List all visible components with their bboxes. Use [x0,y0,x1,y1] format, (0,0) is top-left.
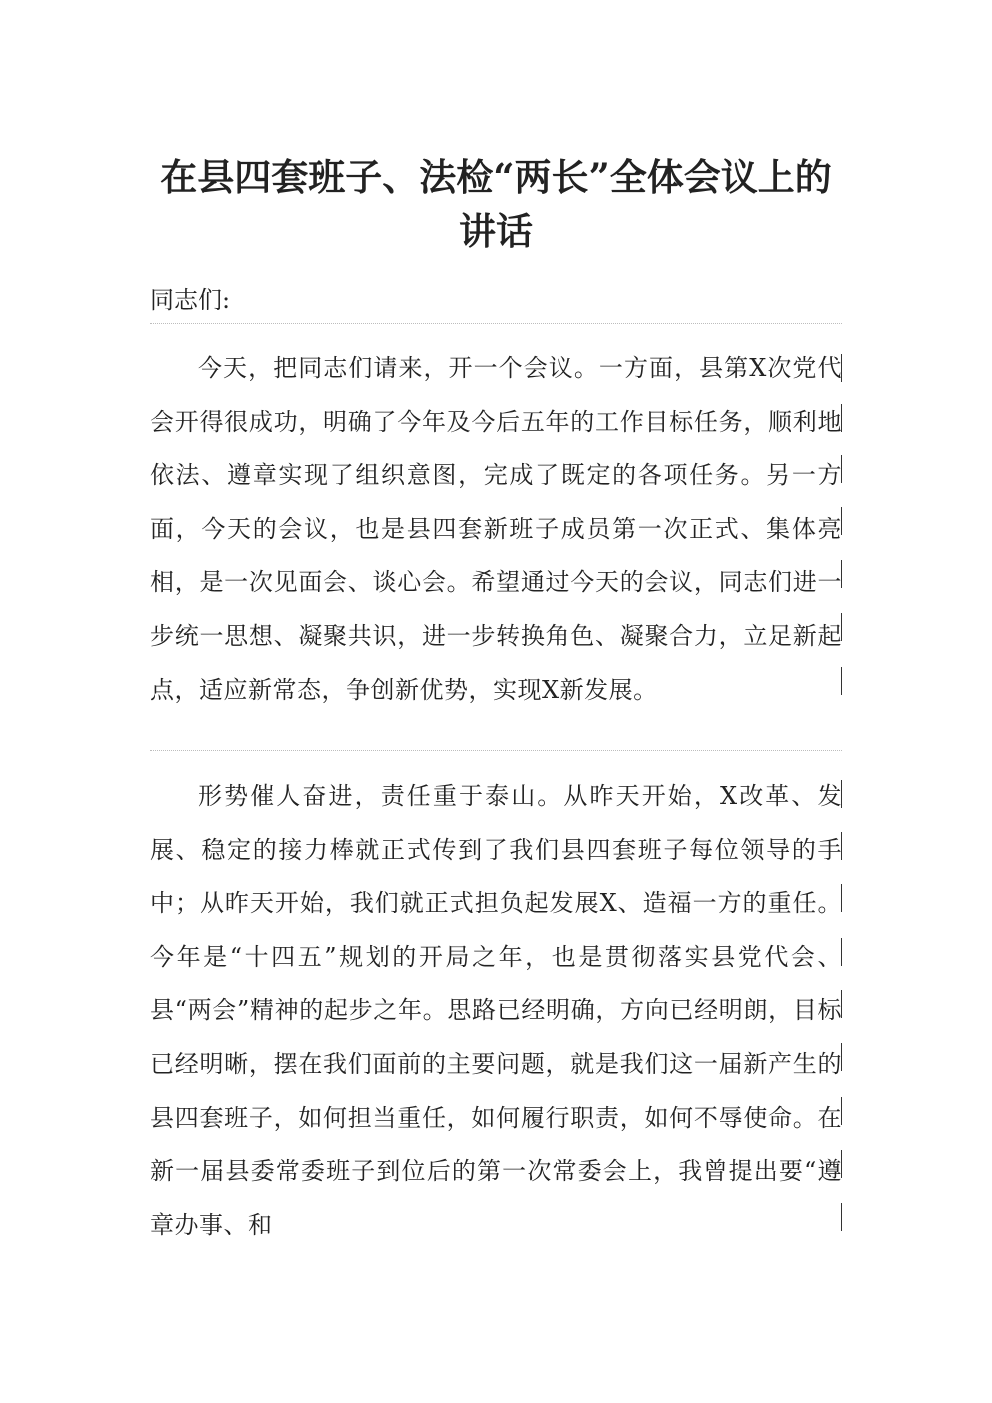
margin-line-mark [841,1043,842,1071]
greeting: 同志们: [150,286,231,314]
document-title: 在县四套班子、法检“两长”全体会议上的讲话 [160,155,832,253]
margin-line-mark [841,404,842,432]
margin-line-mark [841,354,842,382]
margin-line-mark [841,884,842,912]
margin-line-mark [841,1203,842,1231]
margin-line-mark [841,938,842,966]
margin-line-mark [841,560,842,588]
margin-line-mark [841,832,842,860]
body-paragraph: 形势催人奋进，责任重于泰山。从昨天开始，X改革、发展、稳定的接力棒就正式传到了我们县四套班子每位领导的手中；从昨天开始，我们就正式担负起发展X、造福一方的重任。今年是“十四五”规划的开局之年，也是贯彻落实县党代会、县“两会”精神的起步之年。思路已经明确，方向已经明朗，目标已经明晰，摆在我们面前的主要问题，就是我们这一届新产生的县四套班子，如何担当重任，如何履行职责，如何不辱使命。在新一届县委常委班子到位后的第一次常委会上，我曾提出要“遵章办事、和 [150,782,842,1239]
paragraph-divider [150,750,842,751]
paragraph-divider [150,323,842,324]
margin-line-mark [841,455,842,483]
margin-line-mark [841,1150,842,1178]
margin-line-mark [841,990,842,1018]
margin-line-mark [841,667,842,695]
margin-line-mark [841,613,842,641]
margin-line-mark [841,1097,842,1125]
margin-line-mark [841,780,842,808]
margin-line-mark [841,507,842,535]
body-paragraph: 今天，把同志们请来，开一个会议。一方面，县第X次党代会开得很成功，明确了今年及今后五年的工作目标任务，顺利地依法、遵章实现了组织意图，完成了既定的各项任务。另一方面，今天的会议，也是县四套新班子成员第一次正式、集体亮相，是一次见面会、谈心会。希望通过今天的会议，同志们进一步统一思想、凝聚共识，进一步转换角色、凝聚合力，立足新起点，适应新常态，争创新优势，实现X新发展。 [150,354,842,704]
